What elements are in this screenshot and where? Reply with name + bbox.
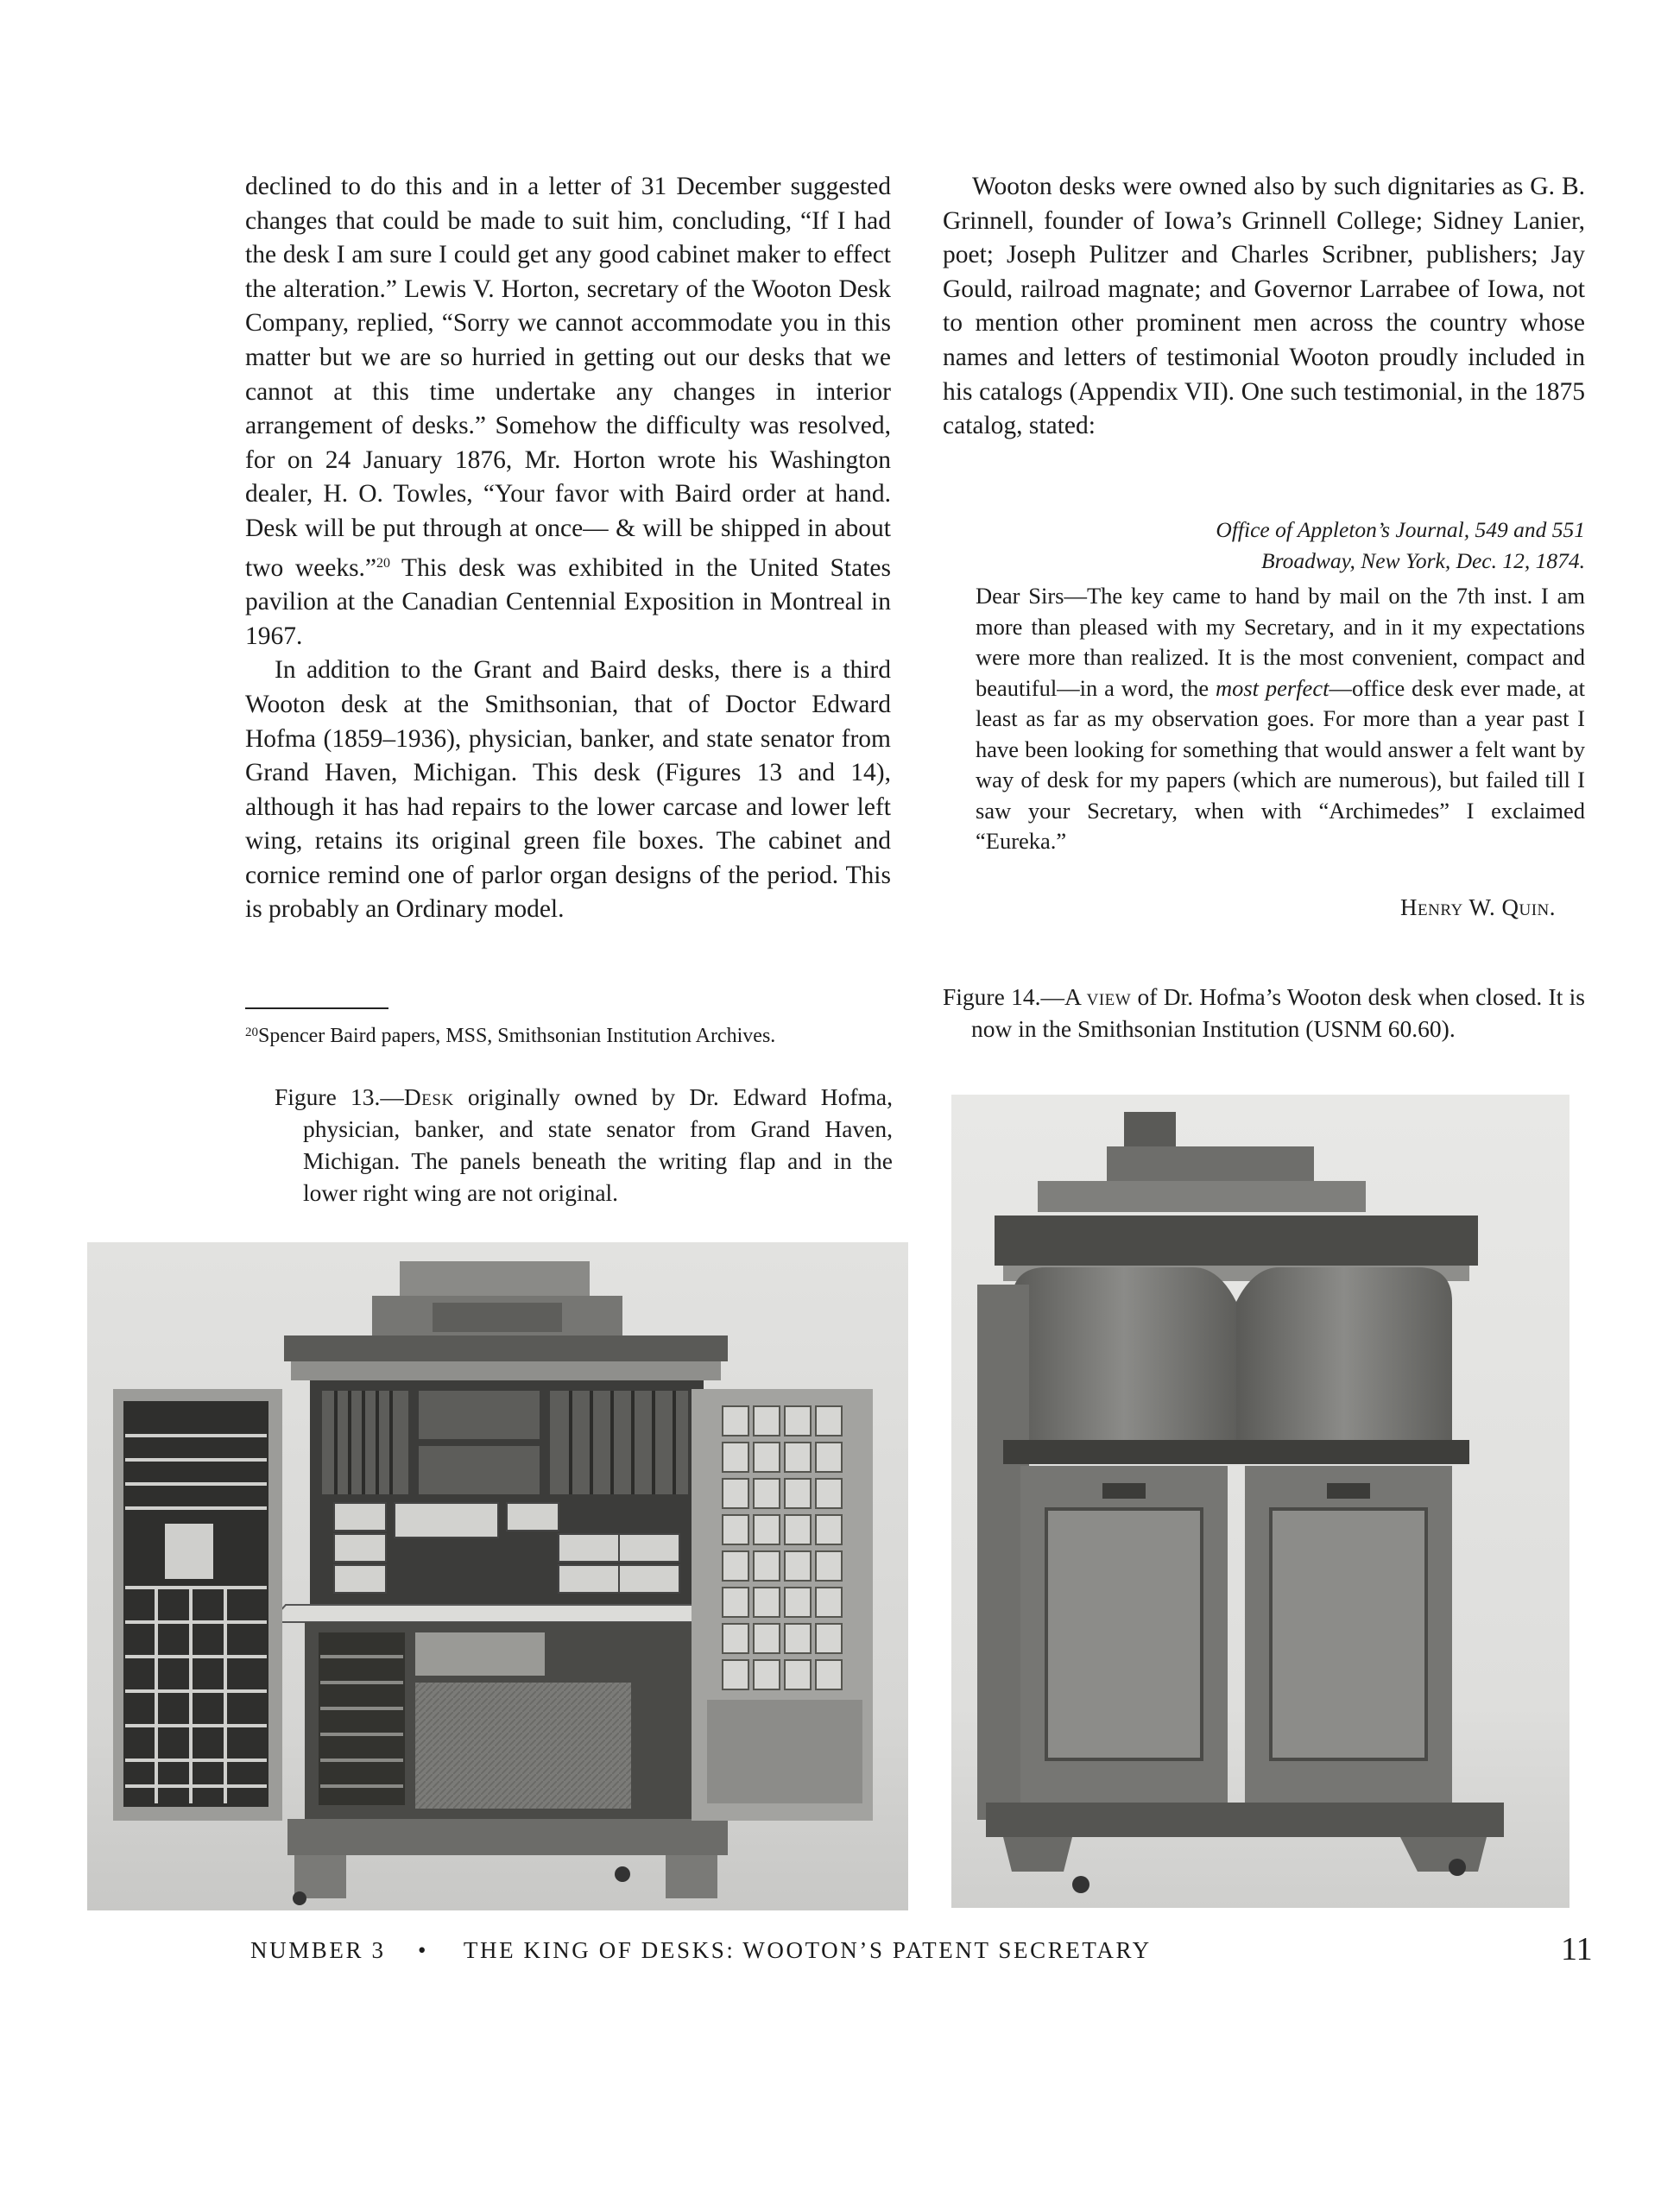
footnote-text: Spencer Baird papers, MSS, Smithsonian Institution Archives.: [258, 1025, 776, 1047]
testimonial-signature: Henry W. Quin.: [1400, 894, 1556, 920]
page-number: 11: [1561, 1931, 1593, 1967]
footnote: [245, 1019, 893, 1050]
left-column-text: [245, 170, 891, 927]
caption-text: of Dr. Hofma’s Wooton desk when closed. It is now in the Smithsonian Institution (USNM 60.60).: [971, 983, 1585, 1042]
footnote-number: 20: [245, 1026, 258, 1039]
testimonial-body: [976, 581, 1585, 857]
paragraph-text: This desk was exhibited in the United States pavilion at the Canadian Centennial Exposition in Montreal in 1967.: [245, 553, 891, 650]
caption-text: originally owned by Dr. Edward Hofma, physician, banker, and state senator from Grand Haven, Michigan. The panels beneath the writing flap and in the lower right wing are not original.: [303, 1083, 893, 1206]
footer-title: THE KING OF DESKS: WOOTON’S PATENT SECRETARY: [463, 1937, 1152, 1963]
caption-label: Figure 13.—: [275, 1083, 404, 1110]
testimonial-dateline: [976, 515, 1585, 577]
caption-lead: view: [1086, 983, 1132, 1010]
dateline-line: Broadway, New York, Dec. 12, 1874.: [1261, 548, 1585, 573]
footnote-divider: [245, 1007, 388, 1009]
issue-number: NUMBER 3: [250, 1937, 386, 1963]
right-column-text: [943, 170, 1585, 444]
paragraph: [245, 170, 891, 654]
figure-14-caption: [943, 981, 1585, 1045]
figure-13-photo: [87, 1242, 908, 1910]
running-footer: [250, 1937, 1152, 1964]
paragraph: In addition to the Grant and Baird desks, there is a third Wooton desk at the Smithsonian, that of Doctor Edward Hofma (1859–1936), physician, banker, and state senator from Grand Haven, Michigan. This desk (Figures 13 and 14), although it has had repairs to the lower carcase and lower left wing, retains its original green file boxes. The cabinet and cornice remind one of parlor organ designs of the period. This is probably an Ordinary model.: [245, 656, 891, 924]
caption-label: Figure 14.—A: [943, 983, 1087, 1010]
quote-text: Dear Sirs—The key came to hand by mail on the 7th inst. I am more than pleased with my Secretary, and in it my expectations were more than realized. It is the most convenient, compact and beautiful—in a word, the: [976, 583, 1585, 701]
caption-lead: Desk: [403, 1083, 454, 1110]
figure-14-photo: [951, 1095, 1569, 1908]
footer-separator: •: [417, 1937, 428, 1963]
dateline-line: Office of Appleton’s Journal, 549 and 551: [1216, 517, 1585, 542]
paragraph-text: declined to do this and in a letter of 31 December suggested changes that could be made to suit him, concluding, “If I had the desk I am sure I could get any good cabinet maker to effect the alteration.” Lewis V. Horton, secretary of the Wooton Desk Company, replied, “Sorry we cannot accommodate you in this matter but we are so hurried in getting out our desks that we cannot at this time undertake any changes in interior arrangement of desks.” Somehow the difficulty was resolved, for on 24 January 1876, Mr. Horton wrote his Washington dealer, H. O. Towles, “Your favor with Baird order at hand. Desk will be put through at once— & will be shipped in about two weeks.”: [245, 173, 891, 582]
paragraph: Wooton desks were owned also by such dignitaries as G. B. Grinnell, founder of Iowa’s Grinnell College; Sidney Lanier, poet; Joseph Pulitzer and Charles Scribner, publishers; Jay Gould, railroad magnate; and Governor Larrabee of Iowa, not to mention other prominent men across the country whose names and letters of testimonial Wooton proudly included in his catalogs (Appendix VII). One such testimonial, in the 1875 catalog, stated:: [943, 173, 1585, 440]
quote-emphasis: most perfect: [1215, 674, 1329, 701]
quote-text: —office desk ever made, at least as far as my observation goes. For more than a year past I have been looking for something that would answer a felt want by way of desk for my papers (which are numerous), but failed till I saw your Secretary, when with “Archimedes” I exclaimed “Eureka.”: [976, 674, 1585, 854]
footnote-reference[interactable]: 20: [376, 555, 391, 571]
figure-13-caption: [275, 1081, 893, 1209]
